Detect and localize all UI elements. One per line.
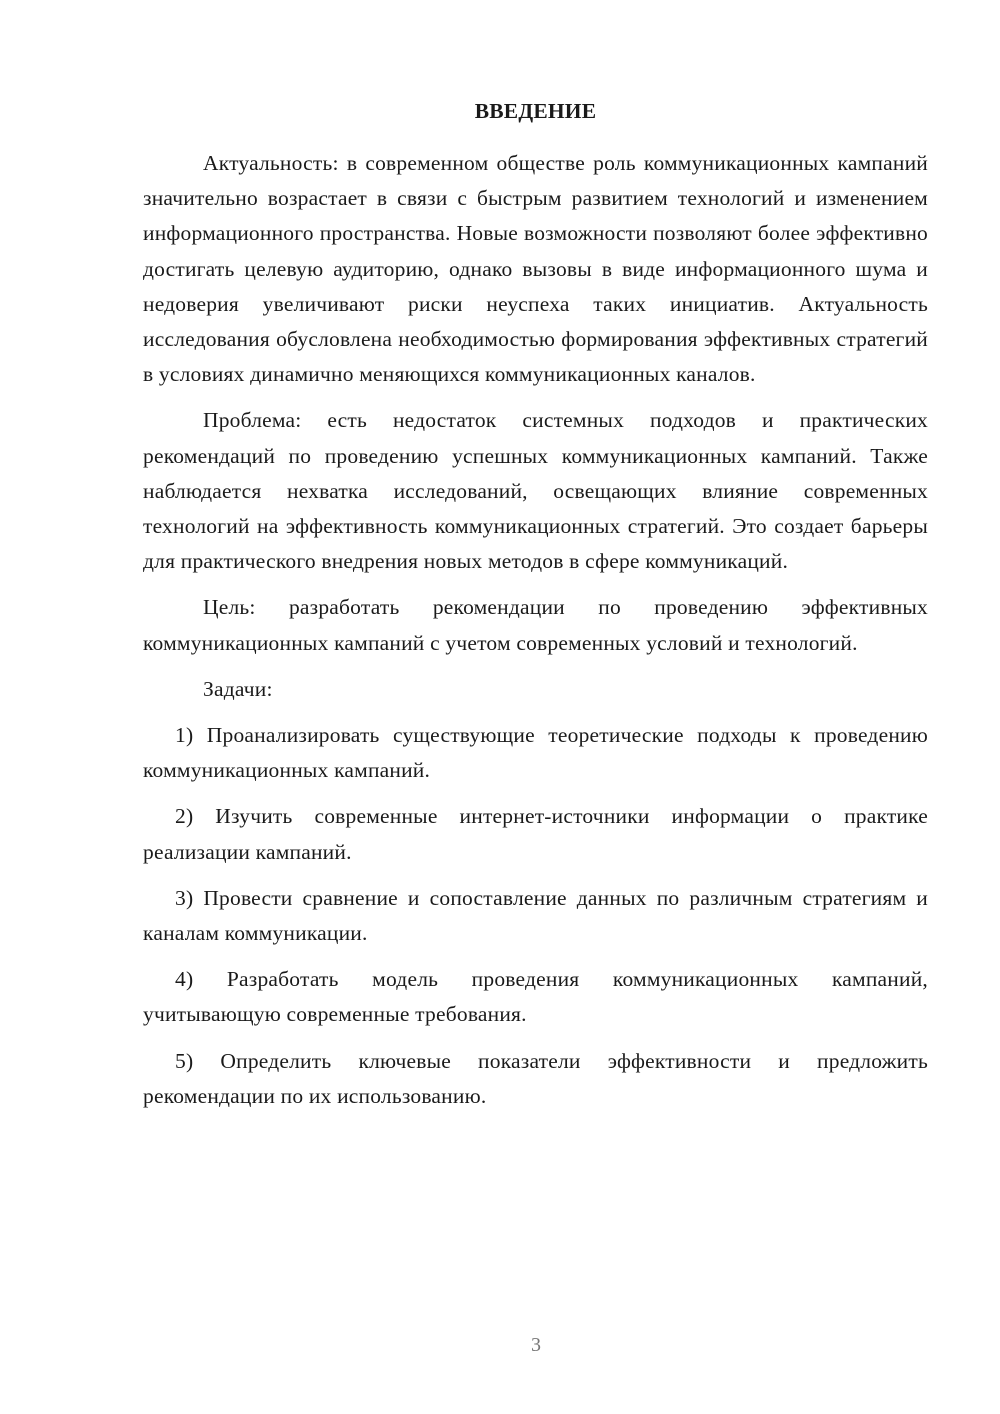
page-number: 3	[531, 1334, 541, 1356]
paragraph-problem: Проблема: есть недостаток системных подходов и практических рекомендаций по проведению успешных коммуникационных кампаний. Также наблюдается нехватка исследований, освещающих влияние современных технологий на эффективность коммуникационных стратегий. Это создает барьеры для практического внедрения новых методов в сфере коммуникаций.	[143, 408, 928, 574]
paragraph-relevance: Актуальность: в современном обществе роль коммуникационных кампаний значительно возрастает в связи с быстрым развитием технологий и изменением информационного пространства. Новые возможности позволяют более эффективно достигать целевую аудиторию, однако вызовы в виде информационного шума и недоверия увеличивают риски неуспеха таких инициатив. Актуальность исследования обусловлена необходимостью формирования эффективных стратегий в условиях динамично меняющихся коммуникационных каналов.	[143, 151, 928, 387]
task-item-3: 3) Провести сравнение и сопоставление данных по различным стратегиям и каналам коммуникации.	[143, 885, 928, 946]
page-content	[143, 96, 928, 1125]
paragraph-goal: Цель: разработать рекомендации по проведению эффективных коммуникационных кампаний с учетом современных условий и технологий.	[143, 595, 928, 655]
paragraph-tasks-label: Задачи:	[203, 676, 273, 701]
task-item-1: 1) Проанализировать существующие теоретические подходы к проведению коммуникационных кампаний.	[143, 723, 928, 783]
section-heading: ВВЕДЕНИЕ	[474, 99, 597, 123]
task-item-2: 2) Изучить современные интернет-источники информации о практике реализации кампаний.	[143, 804, 928, 864]
task-item-5: 5) Определить ключевые показатели эффективности и предложить рекомендации по их использованию.	[143, 1048, 928, 1108]
task-item-4: 4) Разработать модель проведения коммуникационных кампаний, учитывающую современные требования.	[143, 967, 928, 1027]
